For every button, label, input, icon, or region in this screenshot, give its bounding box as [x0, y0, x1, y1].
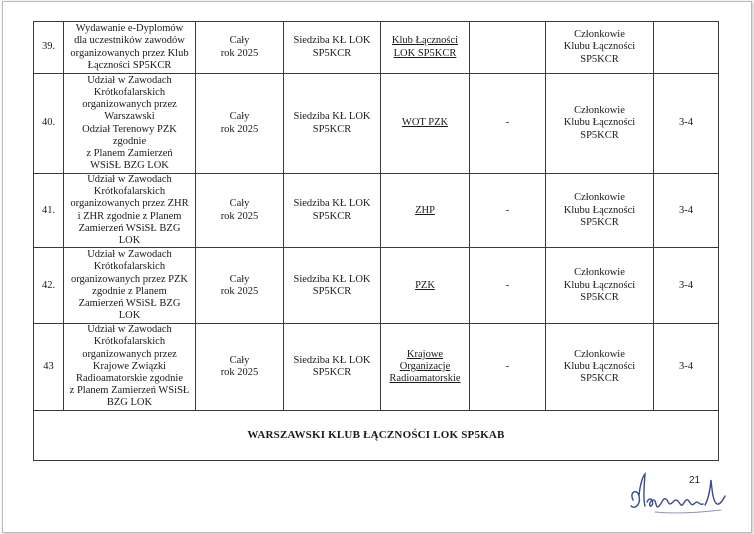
cell-extra: - [470, 324, 546, 410]
cell-term: Cały rok 2025 [196, 248, 284, 324]
club-heading-row [34, 410, 719, 460]
handwritten-signature [625, 470, 735, 518]
cell-place: Siedziba KŁ LOK SP5KCR [284, 174, 381, 248]
cell-place: Siedziba KŁ LOK SP5KCR [284, 74, 381, 174]
cell-organizer-link[interactable]: Klub Łączności LOK SP5KCR [381, 22, 470, 74]
cell-task: Udział w Zawodach Krótkofalarskich organizowanych przez Warszawski Odział Terenowy PZK zgodnie z Planem Zamierzeń WSiSŁ BZG LOK [64, 74, 196, 174]
table-row [34, 174, 719, 248]
cell-organizer-link[interactable]: PZK [381, 248, 470, 324]
cell-participants: Członkowie Klubu Łączności SP5KCR [546, 22, 654, 74]
cell-number: 42. [34, 248, 64, 324]
cell-task: Udział w Zawodach Krótkofalarskich organizowanych przez Krajowe Związki Radioamatorskie zgodnie z Planem Zamierzeń WSiSŁ BZG LOK [64, 324, 196, 410]
cell-extra [470, 22, 546, 74]
cell-place: Siedziba KŁ LOK SP5KCR [284, 248, 381, 324]
cell-count: 3-4 [654, 324, 719, 410]
cell-task: Udział w Zawodach Krótkofalarskich organizowanych przez PZK zgodnie z Planem Zamierzeń WSiSŁ BZG LOK [64, 248, 196, 324]
events-plan-table [33, 21, 719, 461]
cell-extra: - [470, 174, 546, 248]
cell-term: Cały rok 2025 [196, 22, 284, 74]
cell-term: Cały rok 2025 [196, 174, 284, 248]
table-row [34, 324, 719, 410]
cell-participants: Członkowie Klubu Łączności SP5KCR [546, 324, 654, 410]
table-row [34, 74, 719, 174]
club-heading: WARSZAWSKI KLUB ŁĄCZNOŚCI LOK SP5KAB [34, 410, 719, 460]
table-row [34, 22, 719, 74]
cell-place: Siedziba KŁ LOK SP5KCR [284, 22, 381, 74]
cell-count: 3-4 [654, 248, 719, 324]
cell-participants: Członkowie Klubu Łączności SP5KCR [546, 248, 654, 324]
cell-task: Udział w Zawodach Krótkofalarskich organizowanych przez ZHR i ZHR zgodnie z Planem Zamierzeń WSiSŁ BZG LOK [64, 174, 196, 248]
page-number: 21 [689, 475, 701, 486]
cell-number: 39. [34, 22, 64, 74]
cell-organizer-link[interactable]: Krajowe Organizacje Radioamatorskie [381, 324, 470, 410]
cell-participants: Członkowie Klubu Łączności SP5KCR [546, 174, 654, 248]
cell-term: Cały rok 2025 [196, 324, 284, 410]
cell-count: 3-4 [654, 74, 719, 174]
cell-number: 40. [34, 74, 64, 174]
cell-task: Wydawanie e-Dyplomów dla uczestników zawodów organizowanych przez Klub Łączności SP5KCR [64, 22, 196, 74]
cell-extra: - [470, 248, 546, 324]
cell-extra: - [470, 74, 546, 174]
table-row [34, 248, 719, 324]
table-body [34, 22, 719, 461]
cell-organizer-link[interactable]: WOT PZK [381, 74, 470, 174]
cell-participants: Członkowie Klubu Łączności SP5KCR [546, 74, 654, 174]
cell-place: Siedziba KŁ LOK SP5KCR [284, 324, 381, 410]
cell-organizer-link[interactable]: ZHP [381, 174, 470, 248]
cell-number: 43 [34, 324, 64, 410]
cell-term: Cały rok 2025 [196, 74, 284, 174]
cell-count [654, 22, 719, 74]
cell-number: 41. [34, 174, 64, 248]
cell-count: 3-4 [654, 174, 719, 248]
